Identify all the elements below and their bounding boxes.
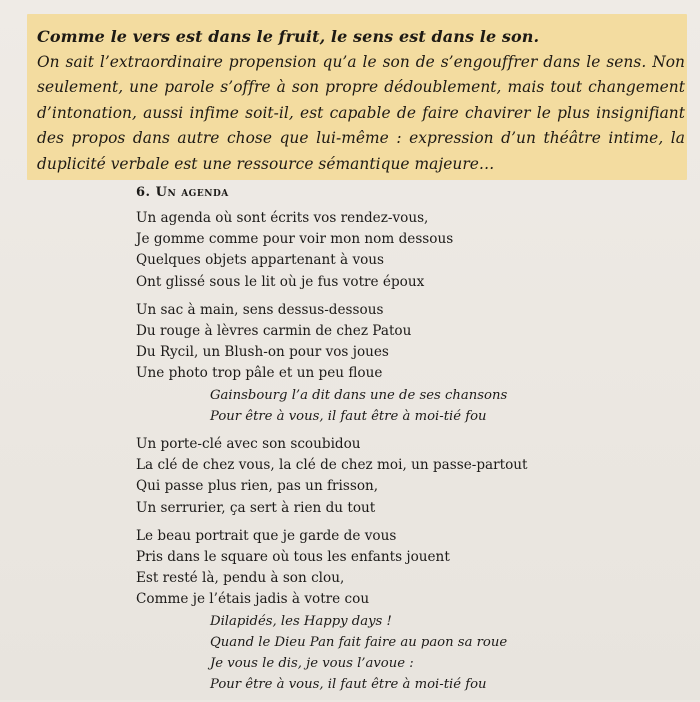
intro-title: Comme le vers est dans le fruit, le sens est dans le son. — [37, 27, 540, 46]
poem-line: Ont glissé sous le lit où je fus votre époux — [136, 273, 425, 290]
poem-line: Qui passe plus rien, pas un frisson, — [136, 478, 379, 495]
poem-line: Quelques objets appartenant à vous — [136, 252, 385, 269]
intro-text-block — [37, 24, 685, 177]
section-name: Un agenda — [155, 185, 229, 200]
section-number: 6. — [136, 185, 151, 200]
poem-line: Une photo trop pâle et un peu floue — [136, 365, 383, 382]
poem-line: Un agenda où sont écrits vos rendez-vous, — [136, 210, 429, 226]
stanza-1 — [136, 208, 696, 293]
poem-line: Pris dans le square où tous les enfants jouent — [136, 549, 450, 566]
poem-line: Un sac à main, sens dessus-dessous — [136, 301, 384, 318]
poem-line: Est resté là, pendu à son clou, — [136, 570, 345, 587]
stanza-4 — [136, 526, 696, 696]
section-title — [136, 184, 696, 202]
intro-body: On sait l’extraordinaire propension qu’a le son de s’engouffrer dans le sens. Non seulement, une parole s’offre à son propre dédoublement, mais tout changement d’intonation, aussi infime soit-il, est capable de faire chavirer le plus insignifiant des propos dans autre chose que lui-même : expression d’un théâtre intime, la duplicité verbale est une ressource sémantique majeure… — [37, 52, 685, 173]
poem-line: Du Rycil, un Blush-on pour vos joues — [136, 344, 389, 361]
poem-line: Un porte-clé avec son scoubidou — [136, 436, 361, 453]
poem-line: Je gomme comme pour voir mon nom dessous — [136, 231, 454, 248]
poem-line: La clé de chez vous, la clé de chez moi, un passe-partout — [136, 457, 528, 474]
intro-highlight-box — [27, 14, 687, 180]
refrain-line: Je vous le dis, je vous l’avoue : — [210, 656, 414, 672]
poem-line: Comme je l’étais jadis à votre cou — [136, 591, 370, 608]
refrain-line: Quand le Dieu Pan fait faire au paon sa roue — [210, 634, 508, 650]
refrain-line: Dilapidés, les Happy days ! — [210, 613, 392, 629]
poem-line: Le beau portrait que je garde de vous — [136, 527, 397, 544]
stanza-2 — [136, 300, 696, 427]
refrain-line: Pour être à vous, il faut être à moi-tié fou — [210, 677, 487, 693]
refrain-line: Gainsbourg l’a dit dans une de ses chansons — [210, 387, 508, 403]
poem-line: Un serrurier, ça sert à rien du tout — [136, 499, 376, 516]
poem — [136, 184, 696, 702]
poem-line: Du rouge à lèvres carmin de chez Patou — [136, 323, 412, 340]
stanza-3 — [136, 434, 696, 519]
refrain-line: Pour être à vous, il faut être à moi-tié fou — [210, 408, 487, 424]
